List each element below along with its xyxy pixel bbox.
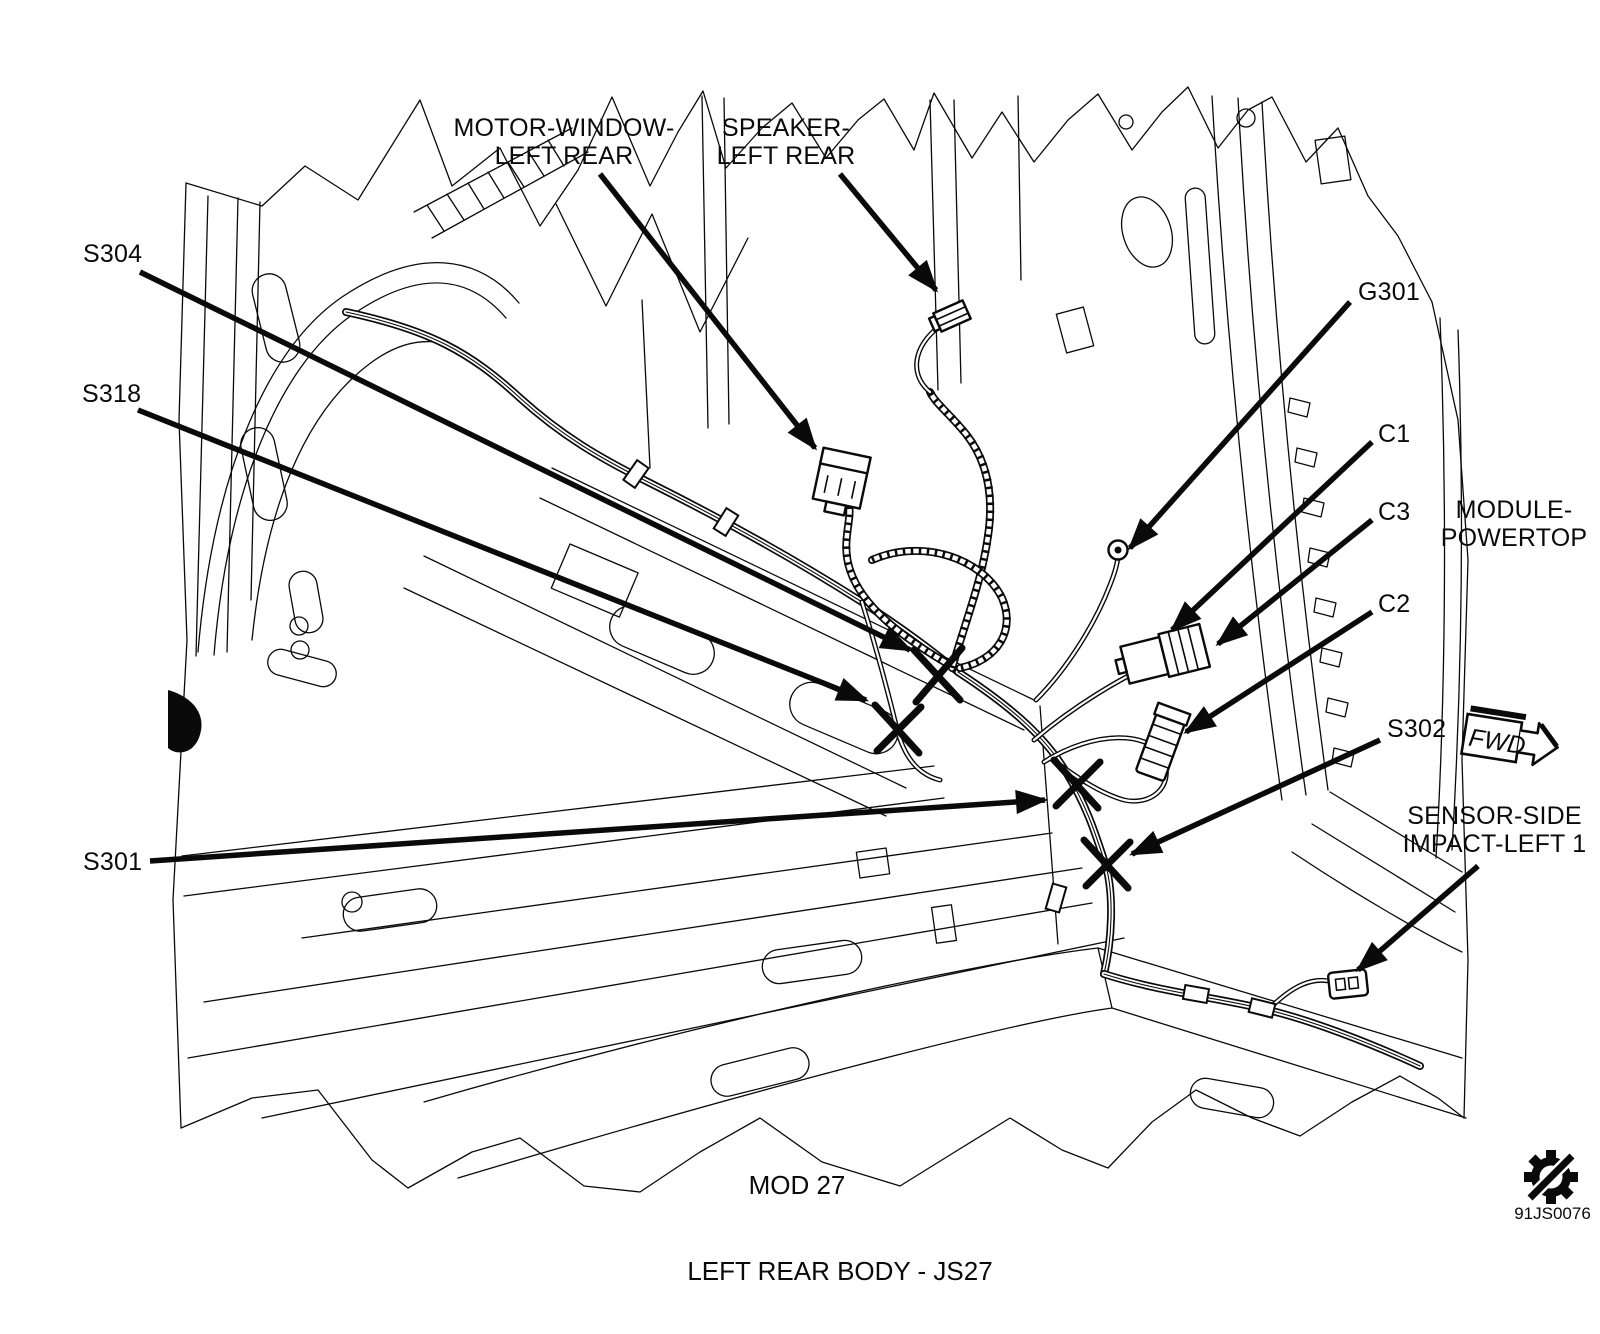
body-structure-linework [168, 87, 1468, 1192]
callout-motor-window-line2: LEFT REAR [494, 142, 634, 170]
callout-module-powertop [1424, 496, 1600, 552]
callout-sensor-line1: SENSOR-SIDE [1407, 802, 1582, 830]
leader-s301 [150, 800, 1045, 861]
gear-stamp-icon [1524, 1150, 1578, 1204]
callout-c3: C3 [1378, 498, 1411, 526]
leader-s318 [138, 410, 866, 700]
speaker-connector [928, 300, 971, 334]
callout-g301: G301 [1358, 278, 1420, 306]
figure-code: 91JS0076 [1514, 1204, 1591, 1223]
splice-x-s318 [875, 705, 921, 753]
side-impact-sensor-connector [1328, 969, 1369, 999]
callout-speaker-line2: LEFT REAR [716, 142, 856, 170]
module-note: MOD 27 [748, 1170, 846, 1200]
harness-clamp [1249, 998, 1276, 1017]
leader-s304 [140, 272, 910, 650]
leader-speaker [840, 174, 936, 290]
callout-s302: S302 [1387, 715, 1447, 743]
callout-c2: C2 [1378, 590, 1411, 618]
callout-module-line2: POWERTOP [1440, 524, 1588, 552]
callout-s304: S304 [83, 240, 143, 268]
callout-speaker [676, 114, 896, 170]
callout-sensor-line2: IMPACT-LEFT 1 [1402, 830, 1587, 858]
callout-module-line1: MODULE- [1455, 496, 1573, 524]
window-motor-connector [811, 448, 871, 519]
callout-c1: C1 [1378, 420, 1411, 448]
callout-speaker-line1: SPEAKER- [721, 114, 851, 142]
callout-motor-window-line1: MOTOR-WINDOW- [453, 114, 675, 142]
callout-s318: S318 [82, 380, 142, 408]
callout-motor-window [424, 114, 704, 170]
leader-sensor [1358, 866, 1478, 970]
wiring-harness [346, 312, 1420, 1066]
fwd-direction-arrow [1461, 708, 1561, 768]
harness-clamp [1183, 985, 1209, 1003]
fwd-arrow-label: FWD [1466, 723, 1528, 761]
figure-title: LEFT REAR BODY - JS27 [687, 1256, 993, 1286]
callout-sensor-side-impact [1392, 802, 1597, 858]
callout-s301: S301 [83, 848, 143, 876]
ground-ring-terminal [1109, 541, 1128, 560]
